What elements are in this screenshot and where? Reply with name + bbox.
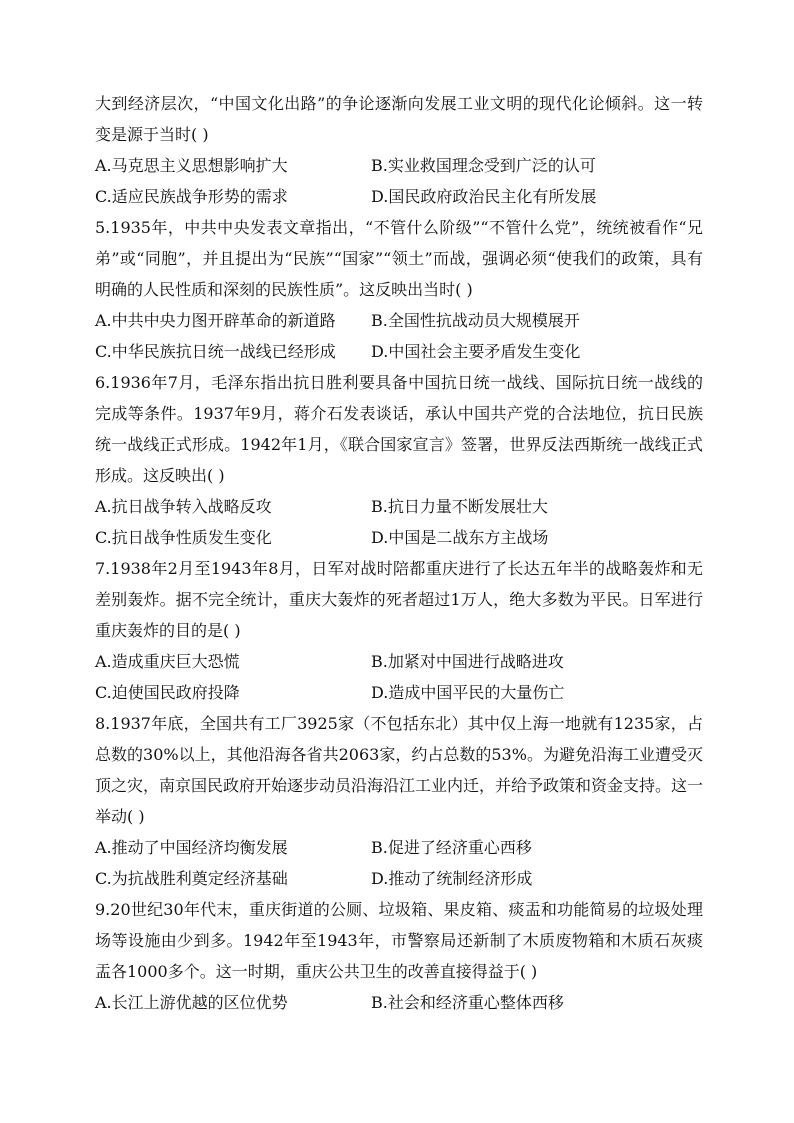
question-4-stem: 大到经济层次，“中国文化出路”的争论逐渐向发展工业文明的现代化论倾斜。这一转变是源于当时( ) bbox=[95, 94, 703, 144]
question-5-stem: 5.1935年，中共中央发表文章指出，“不管什么阶级”“不管什么党”，统统被看作“兄弟”或“同胞”，并且提出为“民族”“国家”“领土”而战，强调必须“使我们的政策，具有明确的人民性质和深刻的民族性质”。这反映出当时( ) bbox=[95, 218, 703, 299]
question-5-option-b: B.全国性抗战动员大规模展开 bbox=[371, 311, 580, 330]
question-8-option-b: B.促进了经济重心西移 bbox=[371, 838, 532, 857]
question-5-options-row-2 bbox=[95, 336, 703, 367]
question-5-option-a: A.中共中央力图开辟革命的新道路 bbox=[95, 311, 336, 330]
question-6-option-a: A.抗日战争转入战略反攻 bbox=[95, 497, 272, 516]
question-6-options-row-1 bbox=[95, 491, 703, 522]
question-6-options-row-2 bbox=[95, 522, 703, 553]
question-7-option-b: B.加紧对中国进行战略进攻 bbox=[371, 652, 564, 671]
question-7-options-row-1 bbox=[95, 646, 703, 677]
question-6-option-c: C.抗日战争性质发生变化 bbox=[95, 528, 272, 547]
question-8-options-row-2 bbox=[95, 863, 703, 894]
question-6-option-d: D.中国是二战东方主战场 bbox=[371, 528, 549, 547]
question-7-stem: 7.1938年2月至1943年8月，日军对战时陪都重庆进行了长达五年半的战略轰炸和无差别轰炸。据不完全统计，重庆大轰炸的死者超过1万人，绝大多数为平民。日军进行重庆轰炸的目的是( ) bbox=[95, 559, 703, 640]
question-4-option-b: B.实业救国理念受到广泛的认可 bbox=[371, 156, 596, 175]
question-8-option-d: D.推动了统制经济形成 bbox=[371, 869, 533, 888]
question-8-option-a: A.推动了中国经济均衡发展 bbox=[95, 838, 288, 857]
question-6-stem: 6.1936年7月，毛泽东指出抗日胜利要具备中国抗日统一战线、国际抗日统一战线的完成等条件。1937年9月，蒋介石发表谈话，承认中国共产党的合法地位，抗日民族统一战线正式形成。1942年1月，《联合国家宣言》签署，世界反法西斯统一战线正式形成。这反映出( ) bbox=[95, 373, 703, 485]
question-6-option-b: B.抗日力量不断发展壮大 bbox=[371, 497, 548, 516]
question-7-option-c: C.迫使国民政府投降 bbox=[95, 683, 240, 702]
question-7-option-a: A.造成重庆巨大恐慌 bbox=[95, 652, 240, 671]
question-4-option-c: C.适应民族战争形势的需求 bbox=[95, 187, 288, 206]
question-7-options-row-2 bbox=[95, 677, 703, 708]
question-9-option-b: B.社会和经济重心整体西移 bbox=[371, 993, 564, 1012]
question-4-option-a: A.马克思主义思想影响扩大 bbox=[95, 156, 288, 175]
question-8-option-c: C.为抗战胜利奠定经济基础 bbox=[95, 869, 288, 888]
question-8-stem: 8.1937年底，全国共有工厂3925家（不包括东北）其中仅上海一地就有1235家，占总数的30%以上，其他沿海各省共2063家，约占总数的53%。为避免沿海工业遭受灭顶之灾，南京国民政府开始逐步动员沿海沿江工业内迁，并给予政策和资金支持。这一举动( ) bbox=[95, 714, 704, 826]
question-4-options-row-1 bbox=[95, 150, 703, 181]
question-9-options-row-1 bbox=[95, 987, 703, 1018]
question-9-option-a: A.长江上游优越的区位优势 bbox=[95, 993, 288, 1012]
question-4-option-d: D.国民政府政治民主化有所发展 bbox=[371, 187, 597, 206]
question-9-stem: 9.20世纪30年代末，重庆街道的公厕、垃圾箱、果皮箱、痰盂和功能简易的垃圾处理场等设施由少到多。1942年至1943年，市警察局还新制了木质废物箱和木质石灰痰盂各1000多个。这一时期，重庆公共卫生的改善直接得益于( ) bbox=[95, 900, 703, 981]
question-5-options-row-1 bbox=[95, 305, 703, 336]
question-7-option-d: D.造成中国平民的大量伤亡 bbox=[371, 683, 565, 702]
exam-page bbox=[95, 88, 703, 1018]
question-8-options-row-1 bbox=[95, 832, 703, 863]
question-5-option-d: D.中国社会主要矛盾发生变化 bbox=[371, 342, 581, 361]
question-5-option-c: C.中华民族抗日统一战线已经形成 bbox=[95, 342, 336, 361]
question-4-options-row-2 bbox=[95, 181, 703, 212]
